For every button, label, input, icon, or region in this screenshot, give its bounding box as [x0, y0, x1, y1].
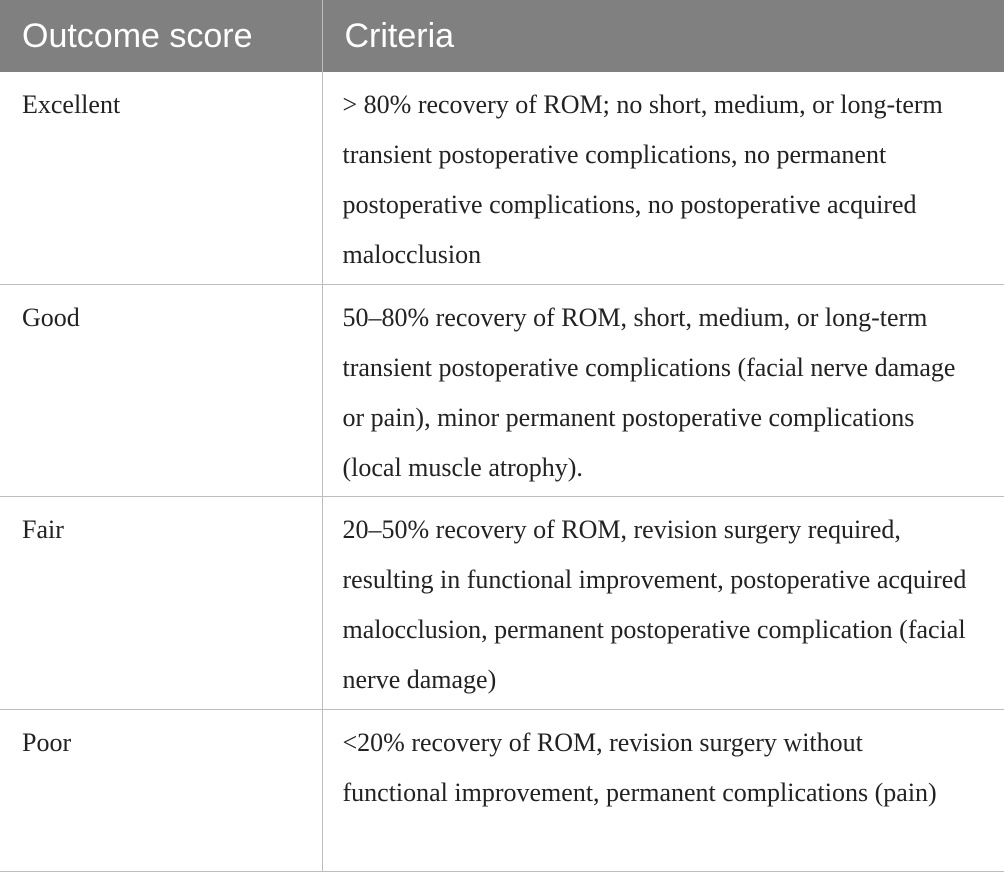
criteria-cell: 50–80% recovery of ROM, short, medium, or long-term transient postoperative complications (facial nerve damage or pain), minor permanent postoperative complications (local muscle atrophy). [322, 284, 1004, 496]
header-criteria: Criteria [322, 0, 1004, 72]
outcome-score-cell: Poor [0, 709, 322, 871]
table-body [0, 72, 1004, 871]
table-header [0, 0, 1004, 72]
outcome-score-cell: Good [0, 284, 322, 496]
table-row [0, 709, 1004, 871]
header-outcome-score: Outcome score [0, 0, 322, 72]
outcome-score-cell: Excellent [0, 72, 322, 284]
criteria-cell: > 80% recovery of ROM; no short, medium, or long-term transient postoperative complications, no permanent postoperative complications, no postoperative acquired malocclusion [322, 72, 1004, 284]
criteria-cell: <20% recovery of ROM, revision surgery without functional improvement, permanent complications (pain) [322, 709, 1004, 871]
table-row [0, 72, 1004, 284]
table-row [0, 284, 1004, 496]
table-row [0, 496, 1004, 709]
header-row [0, 0, 1004, 72]
criteria-cell: 20–50% recovery of ROM, revision surgery required, resulting in functional improvement, postoperative acquired malocclusion, permanent postoperative complication (facial nerve damage) [322, 496, 1004, 709]
outcome-score-cell: Fair [0, 496, 322, 709]
